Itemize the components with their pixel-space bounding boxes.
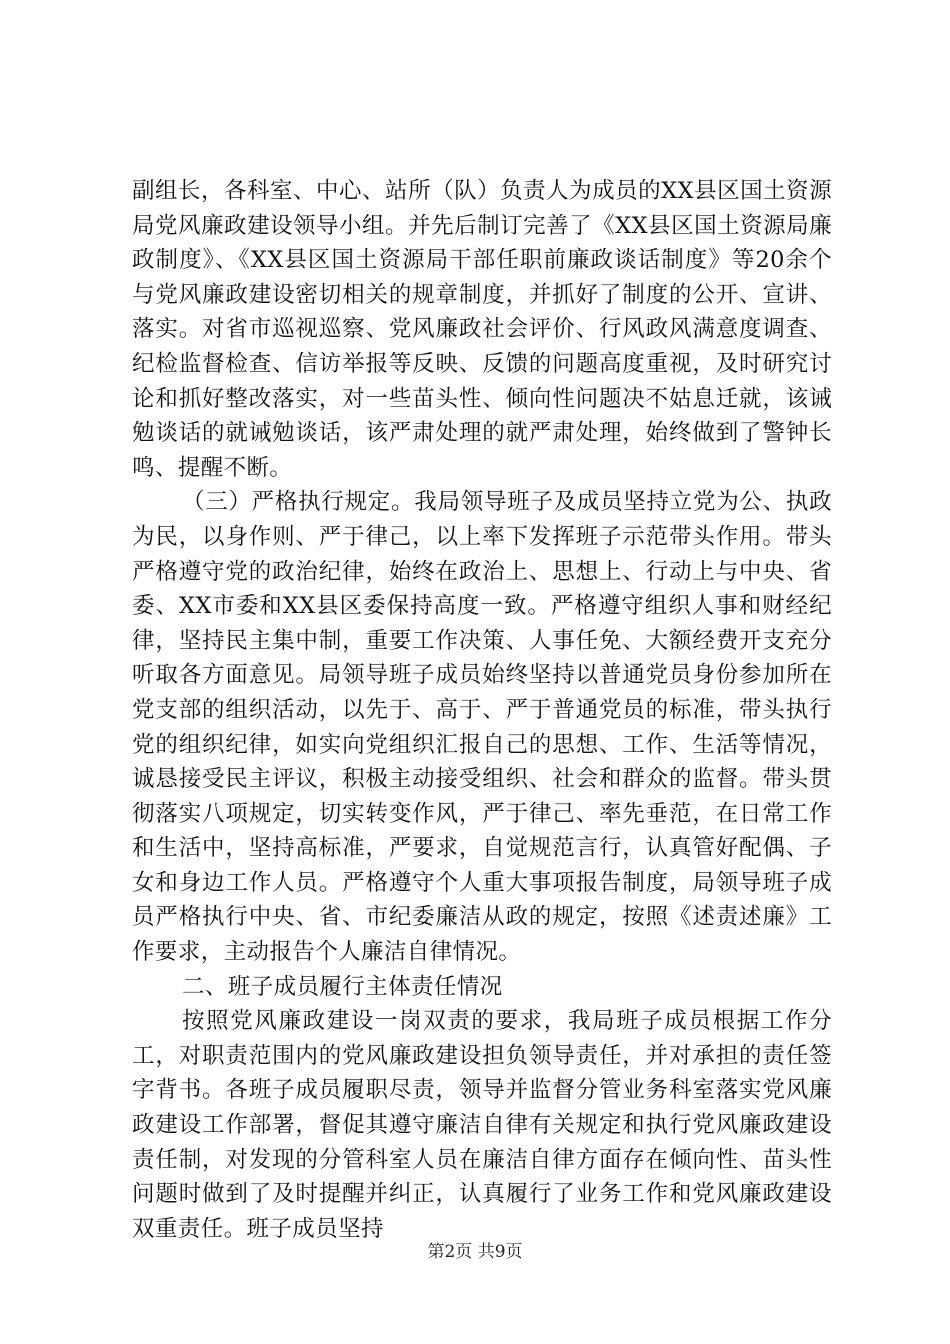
document-body bbox=[132, 174, 832, 1246]
page-number-footer: 第2页 共9页 bbox=[427, 1242, 523, 1262]
section-heading-two: 二、班子成员履行主体责任情况 bbox=[182, 973, 503, 1000]
paragraph-leading-group: 副组长，各科室、中心、站所（队）负责人为成员的XX县区国土资源局党风廉政建设领导小组。并先后制订完善了《XX县区国土资源局廉政制度》、《XX县区国土资源局干部任职前廉政谈话制度》等20余个与党风廉政建设密切相关的规章制度，并抓好了制度的公开、宣讲、落实。对省市巡视巡察、党风廉政社会评价、行风政风满意度调查、纪检监督检查、信访举报等反映、反馈的问题高度重视，及时研究讨论和抓好整改落实，对一些苗头性、倾向性问题决不姑息迁就，该诫勉谈话的就诫勉谈话，该严肃处理的就严肃处理，始终做到了警钟长鸣、提醒不断。 bbox=[132, 178, 832, 481]
paragraph-member-responsibility: 按照党风廉政建设一岗双责的要求，我局班子成员根据工作分工，对职责范围内的党风廉政建设担负领导责任，并对承担的责任签字背书。各班子成员履职尽责，领导并监督分管业务科室落实党风廉政建设工作部署，督促其遵守廉洁自律有关规定和执行党风廉政建设责任制，对发现的分管科室人员在廉洁自律方面存在倾向性、苗头性问题时做到了及时提醒并纠正，认真履行了业务工作和党风廉政建设双重责任。班子成员坚持 bbox=[132, 1008, 832, 1242]
paragraph-strict-regulations: （三）严格执行规定。我局领导班子及成员坚持立党为公、执政为民，以身作则、严于律己，以上率下发挥班子示范带头作用。带头严格遵守党的政治纪律，始终在政治上、思想上、行动上与中央、省委、XX市委和XX县区委保持高度一致。严格遵守组织人事和财经纪律，坚持民主集中制，重要工作决策、人事任免、大额经费开支充分听取各方面意见。局领导班子成员始终坚持以普通党员身份参加所在党支部的组织活动，以先于、高于、严于普通党员的标准，带头执行党的组织纪律，如实向党组织汇报自己的思想、工作、生活等情况，诚恳接受民主评议，积极主动接受组织、社会和群众的监督。带头贯彻落实八项规定，切实转变作风，严于律己、率先垂范，在日常工作和生活中，坚持高标准，严要求，自觉规范言行，认真管好配偶、子女和身边工作人员。严格遵守个人重大事项报告制度，局领导班子成员严格执行中央、省、市纪委廉洁从政的规定，按照《述责述廉》工作要求，主动报告个人廉洁自律情况。 bbox=[132, 489, 832, 966]
